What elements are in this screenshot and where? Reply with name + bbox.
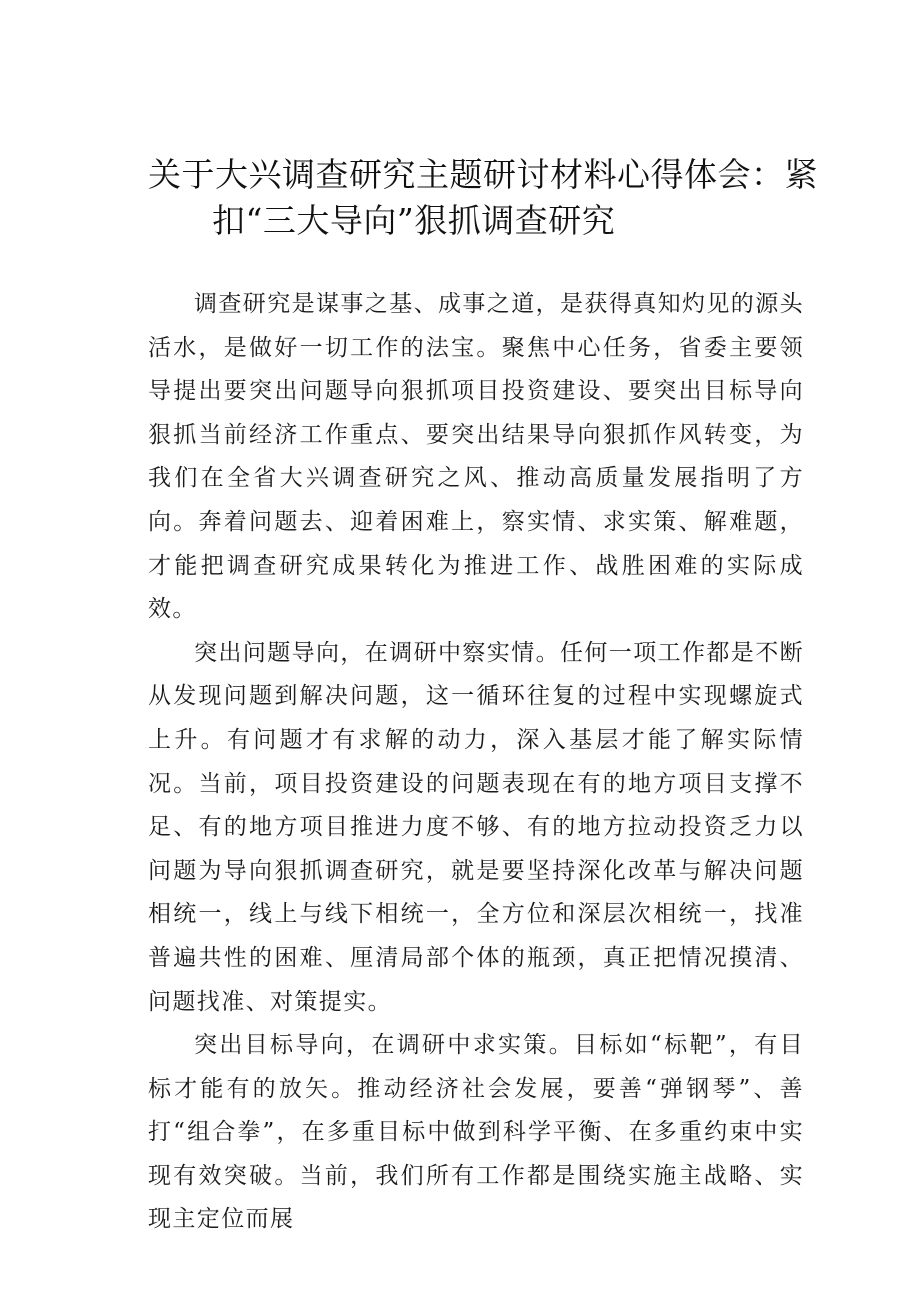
- paragraph-goal-orientation: 突出目标导向，在调研中求实策。目标如“标靶”，有目标才能有的放矢。推动经济社会发展，要善“弹钢琴”、善打“组合拳”，在多重目标中做到科学平衡、在多重约束中实现有效突破。当前，我们所有工作都是围绕实施主战略、实现主定位而展: [148, 1032, 804, 1233]
- title-line-1: 关于大兴调查研究主题研讨材料心得体会：紧: [148, 155, 818, 194]
- document-title: [130, 152, 818, 244]
- paragraph-intro: 调查研究是谋事之基、成事之道，是获得真知灼见的源头活水，是做好一切工作的法宝。聚焦中心任务，省委主要领导提出要突出问题导向狠抓项目投资建设、要突出目标导向狠抓当前经济工作重点、要突出结果导向狠抓作风转变，为我们在全省大兴调查研究之风、推动高质量发展指明了方向。奔着问题去、迎着困难上，察实情、求实策、解难题，才能把调查研究成果转化为推进工作、战胜困难的实际成效。: [148, 291, 804, 623]
- title-line-2: 扣“三大导向”狠抓调查研究: [212, 201, 616, 240]
- document-body: [148, 283, 804, 1242]
- paragraph-problem-orientation: 突出问题导向，在调研中察实情。任何一项工作都是不断从发现问题到解决问题，这一循环往复的过程中实现螺旋式上升。有问题才有求解的动力，深入基层才能了解实际情况。当前，项目投资建设的问题表现在有的地方项目支撑不足、有的地方项目推进力度不够、有的地方拉动投资乏力以问题为导向狠抓调查研究，就是要坚持深化改革与解决问题相统一，线上与线下相统一，全方位和深层次相统一，找准普遍共性的困难、厘清局部个体的瓶颈，真正把情况摸清、问题找准、对策提实。: [148, 639, 804, 1015]
